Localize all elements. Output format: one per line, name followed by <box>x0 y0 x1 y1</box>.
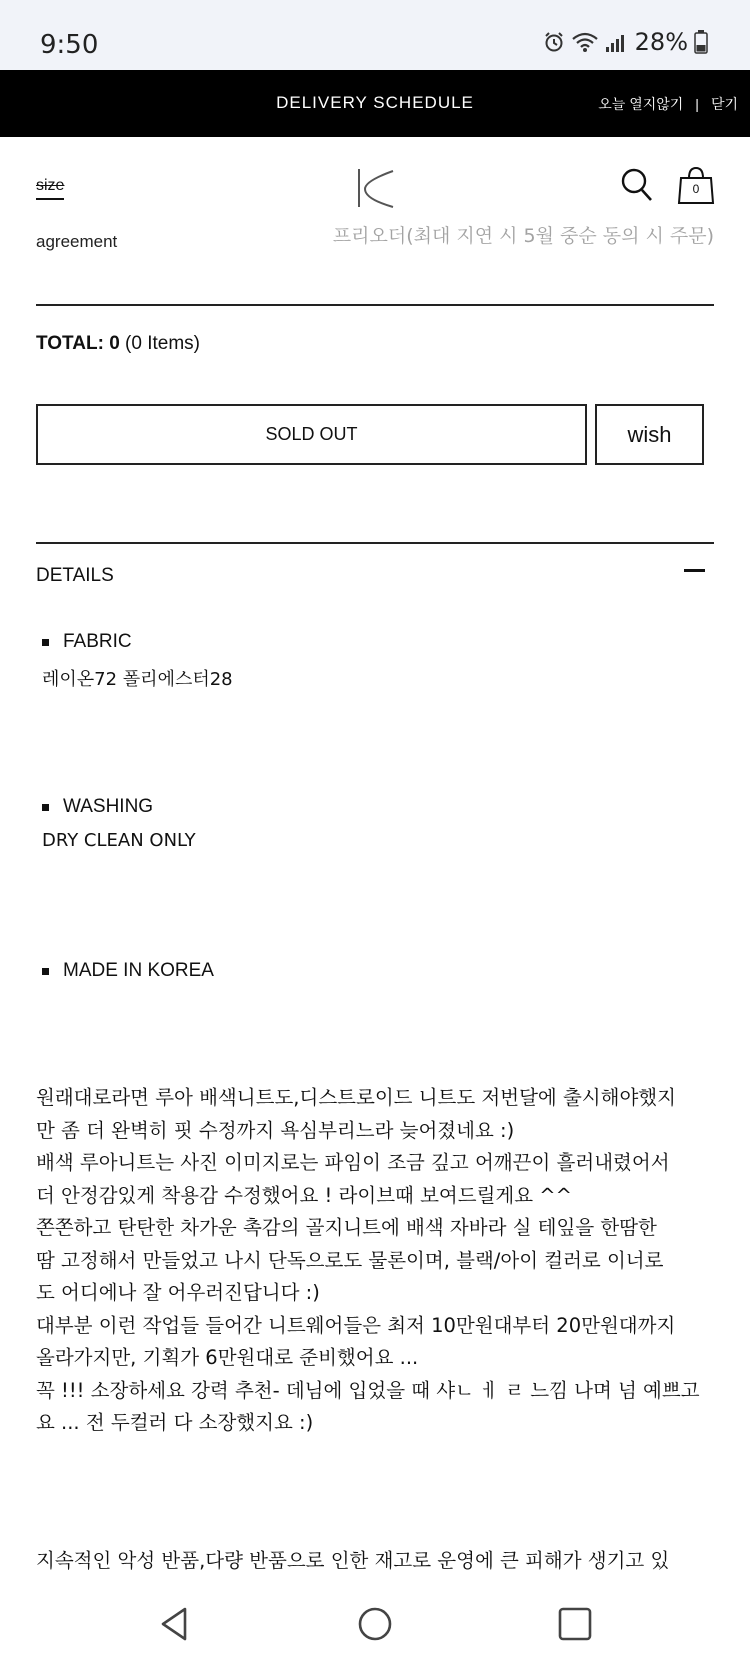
wish-label: wish <box>627 421 672 447</box>
product-description <box>36 1082 716 1440</box>
banner-separator: | <box>695 96 699 112</box>
total-label: TOTAL: <box>36 333 104 354</box>
back-triangle-icon <box>155 1604 195 1644</box>
return-policy-text: 지속적인 악성 반품,다량 반품으로 인한 재고로 운영에 큰 피해가 생기고 있 <box>36 1549 670 1572</box>
total-items: (0 Items) <box>125 333 200 354</box>
bullet-icon <box>42 968 49 975</box>
sold-out-button[interactable] <box>36 404 587 465</box>
back-button[interactable] <box>155 1604 195 1644</box>
description-line: 원래대로라면 루아 배색니트도,디스트로이드 니트도 저번달에 출시해야했지 <box>36 1086 676 1109</box>
spec-label: FABRIC <box>63 631 132 652</box>
cart-button[interactable] <box>677 165 715 205</box>
description-line: 올라가지만, 기획가 6만원대로 준비했어요 ... <box>36 1346 419 1369</box>
description-line: 대부분 이런 작업들 들어간 니트웨어들은 최저 10만원대부터 20만원대까지 <box>36 1313 676 1337</box>
delivery-schedule-link[interactable]: DELIVERY SCHEDULE <box>276 93 474 112</box>
page-header <box>0 137 750 257</box>
preorder-note: 프리오더(최대 지연 시 5월 중순 동의 시 주문) <box>332 225 714 247</box>
status-time: 9:50 <box>40 30 99 60</box>
home-button[interactable] <box>355 1604 395 1644</box>
wifi-icon <box>571 31 599 53</box>
order-total <box>36 333 200 355</box>
alarm-icon <box>543 31 565 53</box>
battery-percent: 28% <box>634 28 688 56</box>
collapse-minus-icon[interactable] <box>684 569 705 572</box>
total-amount: 0 <box>109 333 120 354</box>
recents-square-icon <box>555 1604 595 1644</box>
description-line: 더 안정감있게 착용감 수정했어요 ! 라이브때 보여드릴게요 ^^ <box>36 1183 572 1207</box>
brand-logo[interactable] <box>355 167 397 214</box>
brand-logo-icon <box>355 167 397 209</box>
description-line: 쫀쫀하고 탄탄한 차가운 촉감의 골지니트에 배색 자바라 실 테잎을 한땀한 <box>36 1216 657 1239</box>
spec-value: DRY CLEAN ONLY <box>42 830 196 851</box>
status-icons <box>543 28 708 56</box>
signal-icon <box>605 31 629 53</box>
size-label[interactable]: size <box>36 177 65 194</box>
description-line: 도 어디에나 잘 어우러진답니다 :) <box>36 1281 320 1304</box>
description-line: 배색 루아니트는 사진 이미지로는 파임이 조금 깊고 어깨끈이 흘러내렸어서 <box>36 1151 670 1174</box>
divider <box>36 304 714 306</box>
banner-close-button[interactable]: 닫기 <box>710 96 738 112</box>
battery-icon <box>694 30 708 54</box>
delivery-banner <box>0 70 750 137</box>
description-line: 꼭 !!! 소장하세요 강력 추천- 데님에 입었을 때 샤ㄴ ㅔ ㄹ 느낌 나며 넘 예쁘고 <box>36 1378 700 1402</box>
spec-washing <box>42 796 196 851</box>
details-divider <box>36 542 714 544</box>
spec-label: WASHING <box>63 796 154 817</box>
hide-today-button[interactable]: 오늘 열지않기 <box>598 96 684 112</box>
home-circle-icon <box>355 1604 395 1644</box>
wish-button[interactable] <box>595 404 704 465</box>
banner-options <box>598 94 738 114</box>
sold-out-label: SOLD OUT <box>265 424 358 444</box>
description-line: 요 ... 전 두컬러 다 소장했지요 :) <box>36 1411 314 1434</box>
spec-origin <box>42 960 214 982</box>
bullet-icon <box>42 804 49 811</box>
search-icon <box>620 167 654 203</box>
spec-fabric <box>42 631 233 691</box>
recents-button[interactable] <box>555 1604 595 1644</box>
bullet-icon <box>42 639 49 646</box>
spec-value: 레이온72 폴리에스터28 <box>42 669 233 690</box>
agreement-label: agreement <box>36 232 118 251</box>
description-line: 땀 고정해서 만들었고 나시 단독으로도 물론이며, 블랙/아이 컬러로 이너로 <box>36 1248 664 1272</box>
description-line: 만 좀 더 완벽히 핏 수정까지 욕심부리느라 늦어졌네요 :) <box>36 1118 515 1142</box>
status-bar <box>0 0 750 70</box>
details-heading[interactable]: DETAILS <box>36 565 114 586</box>
spec-label: MADE IN KOREA <box>63 960 214 981</box>
cart-count: 0 <box>692 182 700 196</box>
system-nav-bar <box>0 1582 750 1667</box>
search-button[interactable] <box>620 167 654 203</box>
